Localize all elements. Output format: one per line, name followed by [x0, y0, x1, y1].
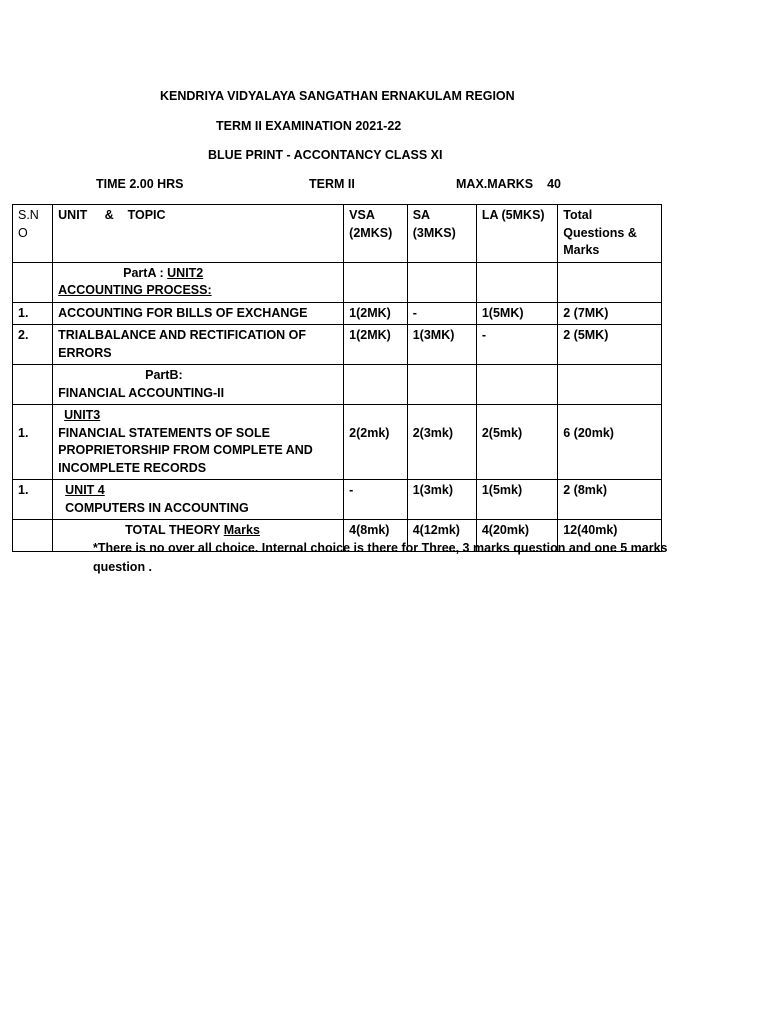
- row-vsa: 1(2MK): [344, 325, 408, 365]
- table-row: [13, 302, 662, 325]
- table-row: [13, 480, 662, 520]
- partA-section: ACCOUNTING PROCESS:: [58, 283, 212, 297]
- row-total: 6 (20mk): [558, 405, 662, 480]
- row-vsa: -: [344, 480, 408, 520]
- row-vsa: 1(2MK): [344, 302, 408, 325]
- row-vsa: 2(2mk): [344, 405, 408, 480]
- unit3-topic-cont: INCOMPLETE RECORDS: [58, 460, 207, 475]
- total-total: 12(40mk): [558, 520, 662, 552]
- header-vsa: VSA (2MKS): [344, 205, 408, 263]
- row-sno: 1.: [13, 405, 53, 480]
- header-sno: S.N O: [13, 205, 53, 263]
- partA-label: PartA :: [123, 265, 168, 280]
- row-total: 2 (8mk): [558, 480, 662, 520]
- row-sno: 2.: [13, 325, 53, 365]
- partB-label: PartB:: [145, 368, 183, 382]
- header-total: Total Questions & Marks: [558, 205, 662, 263]
- unit4-label: UNIT 4: [65, 483, 105, 497]
- partA-unit: UNIT2: [167, 265, 204, 280]
- row-la: 1(5MK): [476, 302, 557, 325]
- row-sno: 1.: [13, 480, 53, 520]
- table-row: [13, 405, 662, 480]
- partB-cell: [53, 365, 344, 405]
- total-sa: 4(12mk): [407, 520, 476, 552]
- blueprint-table: [12, 204, 662, 552]
- row-total: 2 (5MK): [558, 325, 662, 365]
- row-sa: 1(3MK): [407, 325, 476, 365]
- row-sa: 1(3mk): [407, 480, 476, 520]
- unit3-label: UNIT3: [64, 408, 101, 422]
- org-heading: KENDRIYA VIDYALAYA SANGATHAN ERNAKULAM REGION: [160, 89, 515, 103]
- header-la: LA (5MKS): [476, 205, 557, 263]
- partA-cell: [53, 262, 344, 302]
- row-la: 1(5mk): [476, 480, 557, 520]
- header-row: [13, 205, 662, 263]
- total-vsa: 4(8mk): [344, 520, 408, 552]
- row-total: 2 (7MK): [558, 302, 662, 325]
- blueprint-title: BLUE PRINT - ACCONTANCY CLASS XI: [208, 148, 443, 162]
- choice-note: *There is no over all choice. Internal choice is there for Three, 3 marks question and one 5 marks question .: [93, 541, 668, 574]
- row-topic: [53, 480, 344, 520]
- unit3-topic: FINANCIAL STATEMENTS OF SOLE PROPRIETORSHIP FROM COMPLETE AND: [58, 425, 313, 457]
- total-la: 4(20mk): [476, 520, 557, 552]
- row-topic: TRIALBALANCE AND RECTIFICATION OF ERRORS: [53, 325, 344, 365]
- row-sa: -: [407, 302, 476, 325]
- header-sa: SA (3MKS): [407, 205, 476, 263]
- row-la: 2(5mk): [476, 405, 557, 480]
- row-topic: ACCOUNTING FOR BILLS OF EXCHANGE: [53, 302, 344, 325]
- unit4-topic: COMPUTERS IN ACCOUNTING: [65, 500, 249, 515]
- row-sa: 2(3mk): [407, 405, 476, 480]
- header-topic: UNIT & TOPIC: [53, 205, 344, 263]
- total-label: TOTAL THEORY Marks: [53, 520, 344, 552]
- row-topic: [53, 405, 344, 480]
- max-marks: [456, 177, 561, 191]
- max-marks-label: MAX.MARKS: [456, 177, 534, 191]
- partB-section: FINANCIAL ACCOUNTING-II: [58, 385, 225, 400]
- table-row: [13, 325, 662, 365]
- term-label: TERM II: [309, 177, 355, 191]
- row-sno: 1.: [13, 302, 53, 325]
- max-marks-value: 40: [547, 177, 561, 191]
- row-la: -: [476, 325, 557, 365]
- exam-heading: TERM II EXAMINATION 2021-22: [216, 119, 402, 133]
- partA-row: [13, 262, 662, 302]
- time-label: TIME 2.00 HRS: [96, 177, 184, 191]
- partB-row: [13, 365, 662, 405]
